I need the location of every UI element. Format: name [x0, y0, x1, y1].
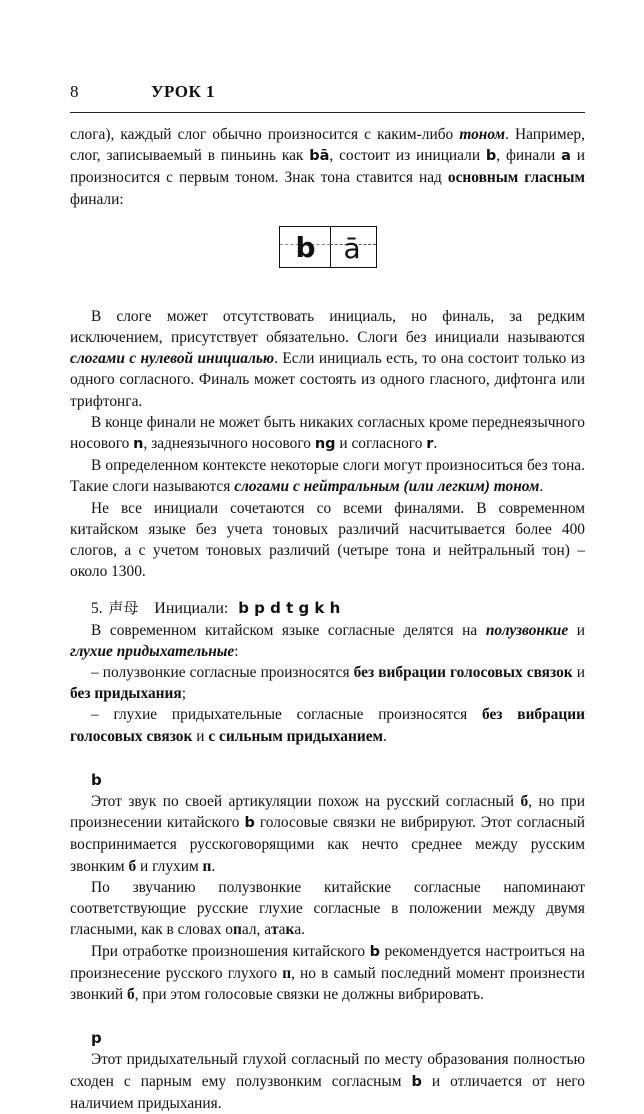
paragraph: При отработке произношения китайского b рекомендуется настроиться на произнесение русского глухого п, но в самый последний момент произнести звонкий б, при этом голосовые связки не должны вибрировать.	[70, 942, 585, 1003]
diagram-final: ā	[343, 231, 361, 265]
paragraph: По звучанию полузвонкие китайские согласные напоминают соответствующие русские глухие согласные в положении между двумя гласными, как в словах опал, атака.	[70, 878, 585, 939]
body-text	[70, 124, 585, 1114]
paragraph: В современном китайском языке согласные делятся на полузвонкие и глухие придыхательные:	[70, 621, 585, 660]
page	[70, 78, 585, 1114]
paragraph: Этот звук по своей артикуляции похож на русский согласный б, но при произнесении китайского b голосовые связки не вибрируют. Этот согласный воспринимается русскоговорящими как нечто среднее между русским звонким б и глухим п.	[70, 793, 585, 875]
subheading-p: p	[91, 1029, 102, 1048]
paragraph: Этот придыхательный глухой согласный по месту образования полностью сходен с парным ему полузвонким согласным b и отличается от него наличием придыхания.	[70, 1051, 585, 1112]
paragraph: – глухие придыхательные согласные произносятся без вибрации голосовых связок и с сильным придыханием.	[70, 706, 585, 745]
diagram-initial: b	[295, 230, 316, 264]
paragraph: В определенном контексте некоторые слоги могут произноситься без тона. Такие слоги называются слогами с нейтральным (или легким) тоном.	[70, 457, 585, 496]
paragraph: слога), каждый слог обычно произносится с каким-либо тоном. Например, слог, записываемый в пиньинь как bā, состоит из инициали b, финали a и произносится с первым тоном. Знак тона ставится над основным гласным финали:	[70, 126, 585, 208]
running-header	[70, 78, 585, 113]
section-heading: 5. 声母 Инициали: b p d t g k h	[91, 599, 341, 618]
paragraph: В слоге может отсутствовать инициаль, но финаль, за редким исключением, присутствует обязательно. Слоги без инициали называются слогами с нулевой инициалью. Если инициаль есть, то она состоит только из одного согласного. Финаль может состоять из одного гласного, дифтонга или трифтонга.	[70, 307, 586, 410]
paragraph: В конце финали не может быть никаких согласных кроме переднеязычного носового n, заднеязычного носового ng и согласного r.	[70, 413, 585, 453]
subheading-b: b	[91, 770, 102, 789]
lesson-title: УРОК 1	[151, 82, 216, 101]
paragraph: – полузвонкие согласные произносятся без вибрации голосовых связок и без придыхания;	[70, 664, 585, 703]
tone-mark-diagram	[279, 226, 377, 268]
paragraph: Не все инициали сочетаются со всеми финалями. В современном китайском языке без учета тоновых различий насчитывается более 400 слогов, а с учетом тоновых различий (четыре тона и нейтральный тон) – около 1300.	[70, 499, 585, 581]
page-number: 8	[70, 82, 79, 101]
initials-list: b p d t g k h	[238, 599, 341, 618]
